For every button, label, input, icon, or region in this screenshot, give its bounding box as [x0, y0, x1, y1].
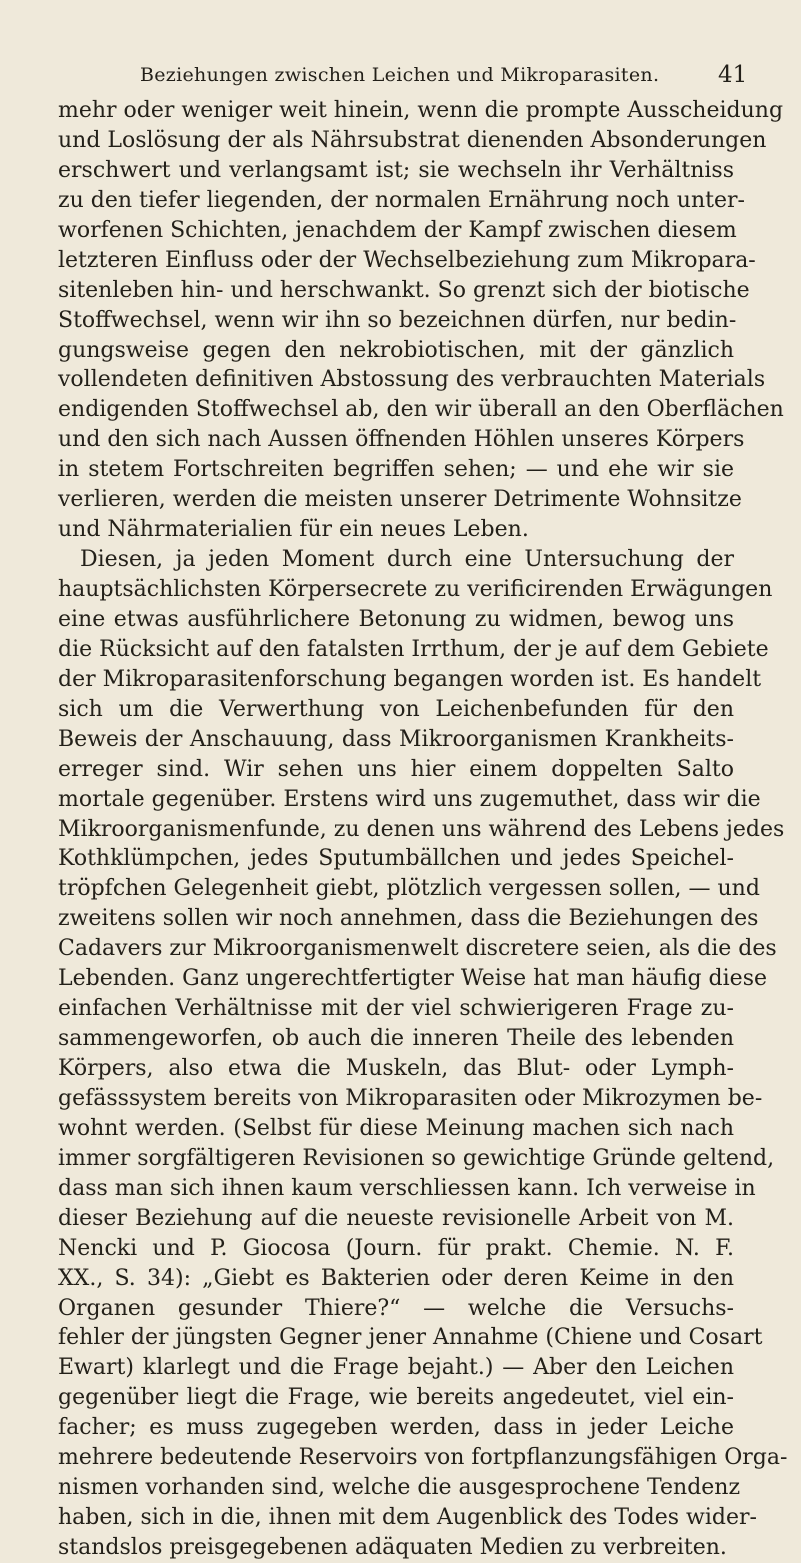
text-line: verlieren, werden die meisten unserer Detrimente Wohnsitze	[58, 487, 742, 513]
text-line: fehler der jüngsten Gegner jener Annahme (Chiene und Cosart	[58, 1325, 763, 1351]
text-line: Cadavers zur Mikroorganismenwelt discretere seien, als die des	[58, 936, 777, 962]
text-line: dieser Beziehung auf die neueste revisionelle Arbeit von M.	[58, 1205, 734, 1231]
text-line: die Rücksicht auf den fatalsten Irrthum, der je auf dem Gebiete	[58, 636, 769, 662]
text-line: in stetem Fortschreiten begriffen sehen; — und ehe wir sie	[58, 457, 734, 483]
text-line: Nencki und P. Giocosa (Journ. für prakt. Chemie. N. F.	[58, 1235, 734, 1261]
text-line: mehrere bedeutende Reservoirs von fortpflanzungsfähigen Orga-	[58, 1445, 788, 1471]
text-line: gegenüber liegt die Frage, wie bereits angedeutet, viel ein-	[58, 1385, 734, 1411]
text-line: Lebenden. Ganz ungerechtfertigter Weise hat man häufig diese	[58, 966, 768, 992]
text-line: der Mikroparasitenforschung begangen worden ist. Es handelt	[58, 666, 762, 692]
text-line: gungsweise gegen den nekrobiotischen, mit der gänzlich	[58, 337, 734, 363]
text-line: sich um die Verwerthung von Leichenbefunden für den	[58, 696, 734, 722]
text-line: und den sich nach Aussen öffnenden Höhlen unseres Körpers	[58, 427, 745, 453]
text-line: letzteren Einfluss oder der Wechselbeziehung zum Mikropara-	[58, 247, 756, 273]
text-line: einfachen Verhältnisse mit der viel schwierigeren Frage zu-	[58, 996, 734, 1022]
text-line: und Nährmaterialien für ein neues Leben.	[58, 517, 529, 543]
text-line: hauptsächlichsten Körpersecrete zu verificirenden Erwägungen	[58, 577, 773, 602]
text-line: facher; es muss zugegeben werden, dass in jeder Leiche	[58, 1415, 734, 1441]
running-header: Beziehungen zwischen Leichen und Mikroparasiten.	[140, 64, 660, 86]
text-line: dass man sich ihnen kaum verschliessen kann. Ich verweise in	[58, 1175, 756, 1201]
text-line: worfenen Schichten, jenachdem der Kampf zwischen diesem	[58, 217, 737, 243]
text-line: zweitens sollen wir noch annehmen, dass die Beziehungen des	[58, 906, 759, 932]
text-line: zu den tiefer liegenden, der normalen Ernährung noch unter-	[58, 187, 745, 213]
text-line: Kothklümpchen, jedes Sputumbällchen und jedes Speichel-	[58, 846, 734, 872]
text-line: Diesen, ja jeden Moment durch eine Untersuchung der	[80, 547, 734, 573]
text-line: mortale gegenüber. Erstens wird uns zugemuthet, dass wir die	[58, 786, 761, 812]
text-line: eine etwas ausführlichere Betonung zu widmen, bewog uns	[58, 606, 734, 632]
text-line: Stoffwechsel, wenn wir ihn so bezeichnen dürfen, nur bedin-	[58, 307, 737, 333]
text-line: mehr oder weniger weit hinein, wenn die prompte Ausscheidung	[58, 98, 784, 123]
text-line: sitenleben hin- und herschwankt. So grenzt sich der biotische	[58, 277, 750, 303]
text-line: XX., S. 34): „Giebt es Bakterien oder deren Keime in den	[58, 1265, 734, 1291]
text-line: endigenden Stoffwechsel ab, den wir überall an den Oberflächen	[58, 397, 784, 423]
text-line: erschwert und verlangsamt ist; sie wechseln ihr Verhältniss	[58, 157, 734, 183]
text-line: Körpers, also etwa die Muskeln, das Blut- oder Lymph-	[58, 1056, 734, 1081]
text-line: standslos preisgegebenen adäquaten Medien zu verbreiten.	[58, 1535, 727, 1560]
body-text	[58, 96, 788, 1563]
text-line: vollendeten definitiven Abstossung des verbrauchten Materials	[58, 367, 766, 393]
text-line: Beweis der Anschauung, dass Mikroorganismen Krankheits-	[58, 726, 734, 752]
text-line: haben, sich in die, ihnen mit dem Augenblick des Todes wider-	[58, 1505, 757, 1531]
text-line: Ewart) klarlegt und die Frage bejaht.) — Aber den Leichen	[58, 1355, 734, 1381]
text-line: erreger sind. Wir sehen uns hier einem doppelten Salto	[58, 756, 734, 782]
text-line: wohnt werden. (Selbst für diese Meinung machen sich nach	[58, 1115, 734, 1141]
text-line: immer sorgfältigeren Revisionen so gewichtige Gründe geltend,	[58, 1145, 775, 1171]
text-line: nismen vorhanden sind, welche die ausgesprochene Tendenz	[58, 1475, 741, 1501]
text-line: tröpfchen Gelegenheit giebt, plötzlich vergessen sollen, — und	[58, 876, 760, 902]
text-line: Mikroorganismenfunde, zu denen uns während des Lebens jedes	[58, 816, 785, 842]
page-number: 41	[718, 62, 748, 88]
text-line: gefässsystem bereits von Mikroparasiten oder Mikrozymen be-	[58, 1085, 763, 1111]
text-line: sammengeworfen, ob auch die inneren Theile des lebenden	[58, 1026, 734, 1052]
text-line: Organen gesunder Thiere?“ — welche die Versuchs-	[58, 1295, 734, 1321]
text-line: und Loslösung der als Nährsubstrat dienenden Absonderungen	[58, 127, 767, 153]
